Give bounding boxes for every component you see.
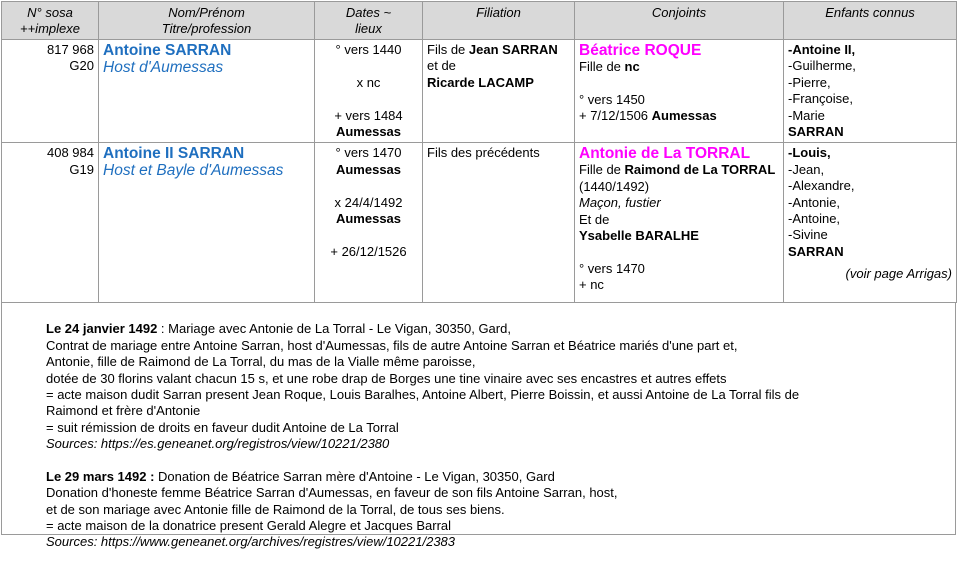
spouse-birth: ° vers 1450 [579,91,645,107]
note-donation [46,469,945,551]
spouse-father-dates: (1440/1492) [579,178,650,194]
note-sep: : [157,321,169,337]
child-item: -Antonie, [788,194,841,210]
note-text: Antonie, fille de Raimond de La Torral, du mas de la Vialle même paroisse, [46,354,476,370]
spouse-death: + 7/12/1506 [579,108,649,124]
child-item: -Pierre, [788,74,831,90]
spouse-cell [575,143,784,303]
header-dates [315,2,423,40]
note-text: Donation d'honeste femme Béatrice Sarran d'Aumessas, en faveur de son fils Antoine Sarran, host, [46,485,618,501]
person-title: Host et Bayle d'Aumessas [103,162,284,180]
birth-date: ° vers 1470 [335,145,402,161]
note-text: = acte maison dudit Sarran present Jean Roque, Louis Baralhes, Antoine Albert, Pierre Boissin, et aussi Antoine de La Torral fils de [46,387,800,403]
note-source: Sources: https://www.geneanet.org/archives/registres/view/10221/2383 [46,534,456,550]
marriage-date: x 24/4/1492 [334,194,403,210]
spouse-death: + nc [579,277,604,293]
header-filiation: Filiation [423,2,575,40]
header-sosa-line2: ++implexe [20,21,80,36]
filiation-and: et de [427,58,456,74]
person-name: Antoine II SARRAN [103,145,245,163]
filiation-cell [423,40,575,143]
header-sosa [2,2,99,40]
spouse-name: Antonie de La TORRAL [579,145,751,163]
spouse-father-profession: Maçon, fustier [579,195,661,211]
note-text: = acte maison de la donatrice present Gerald Alegre et Jacques Barral [46,517,452,533]
child-item: -Alexandre, [788,178,855,194]
child-item: -Françoise, [788,91,854,107]
header-enfants: Enfants connus [784,2,957,40]
header-name-line2: Titre/profession [161,21,252,36]
spacer [319,58,418,74]
children-surname: SARRAN [788,243,844,259]
note-marriage [46,321,945,452]
child-first: -Louis, [788,145,831,161]
spouse-death-place: Aumessas [651,108,717,124]
spacer [319,227,418,243]
note-text: Raimond et frère d'Antonie [46,403,201,419]
name-cell [99,143,315,303]
dates-cell [315,40,423,143]
spouse-mother: Ysabelle BARALHE [579,228,699,244]
marriage-date: x nc [356,74,381,90]
note-text: dotée de 30 florins valant chacun 15 s, et une robe drap de Borges une tine vinaire avec ses encastres et autres effets [46,370,727,386]
genealogy-sheet [1,1,956,550]
death-place: Aumessas [335,124,402,139]
sosa-number: 408 984 [47,145,94,161]
spouse-parents: nc [624,59,640,74]
child-item: -Marie [788,107,825,123]
children-cell [784,143,957,303]
note-first-line [46,469,945,485]
child-item: -Antoine, [788,211,841,227]
header-dates-line2: lieux [355,21,382,36]
death-date: + 26/12/1526 [330,243,407,259]
child-item: -Sivine [788,227,828,243]
sosa-number: 817 968 [47,42,94,57]
birth-date: ° vers 1440 [335,42,402,57]
sosa-cell [2,143,99,303]
table-row [2,40,957,143]
header-name [99,2,315,40]
person-name: Antoine SARRAN [103,42,232,59]
dates-cell [315,143,423,303]
note-text: Mariage avec Antonie de La Torral - Le Vigan, 30350, Gard, [168,321,511,337]
generation: G20 [69,58,94,74]
spouse-cell [575,40,784,143]
person-title: Host d'Aumessas [103,59,224,76]
child-item: -Jean, [788,161,825,177]
note-first-line [46,321,945,337]
sosa-cell [2,40,99,143]
filiation-prefix: Fils de [427,42,466,57]
header-name-line1: Nom/Prénom [168,5,245,20]
spacer [579,244,779,260]
header-conjoints: Conjoints [575,2,784,40]
child-item: -Guilherme, [788,58,856,74]
spouse-and: Et de [579,211,610,227]
note-text: = suit rémission de droits en faveur dudit Antoine de La Torral [46,419,399,435]
death-date: + vers 1484 [334,107,403,123]
note-source: Sources: https://es.geneanet.org/registros/view/10221/2380 [46,436,390,452]
spacer [579,75,779,91]
table-header-row [2,2,957,40]
spouse-father: Raimond de La TORRAL [624,162,776,178]
daughter-of-label: Fille de [579,162,621,178]
header-dates-line1: Dates ~ [345,5,392,20]
spacer [319,178,418,194]
filiation-text: Fils des précédents [427,145,540,161]
spouse-birth: ° vers 1470 [579,260,645,276]
note-text: et de son mariage avec Antonie fille de Raimond de la Torral, de tous ses biens. [46,501,505,517]
note-date: Le 29 mars 1492 : [46,468,155,484]
child-first: -Antoine II, [788,42,856,57]
father-name: Jean SARRAN [468,42,558,57]
genealogy-table [1,1,957,303]
mother-name: Ricarde LACAMP [427,74,534,90]
name-cell [99,40,315,143]
generation: G19 [69,161,94,177]
spouse-death-line [579,108,779,124]
spacer [319,91,418,107]
marriage-place: Aumessas [335,211,402,227]
daughter-of-label: Fille de [579,59,621,74]
note-date: Le 24 janvier 1492 [46,321,158,337]
spouse-parents-line [579,59,779,75]
children-cell [784,40,957,143]
filiation-cell [423,143,575,303]
notes-section [1,303,956,550]
children-note: (voir page Arrigas) [845,266,952,282]
spouse-name: Béatrice ROQUE [579,42,702,59]
table-row [2,143,957,303]
note-text: Contrat de mariage entre Antoine Sarran, host d'Aumessas, fils de autre Antoine Sarran et Béatrice mariés d'une part et, [46,337,738,353]
children-surname: SARRAN [788,124,844,140]
note-text: Donation de Béatrice Sarran mère d'Antoine - Le Vigan, 30350, Gard [158,468,555,484]
header-sosa-line1: N° sosa [27,5,73,20]
birth-place: Aumessas [335,161,402,177]
